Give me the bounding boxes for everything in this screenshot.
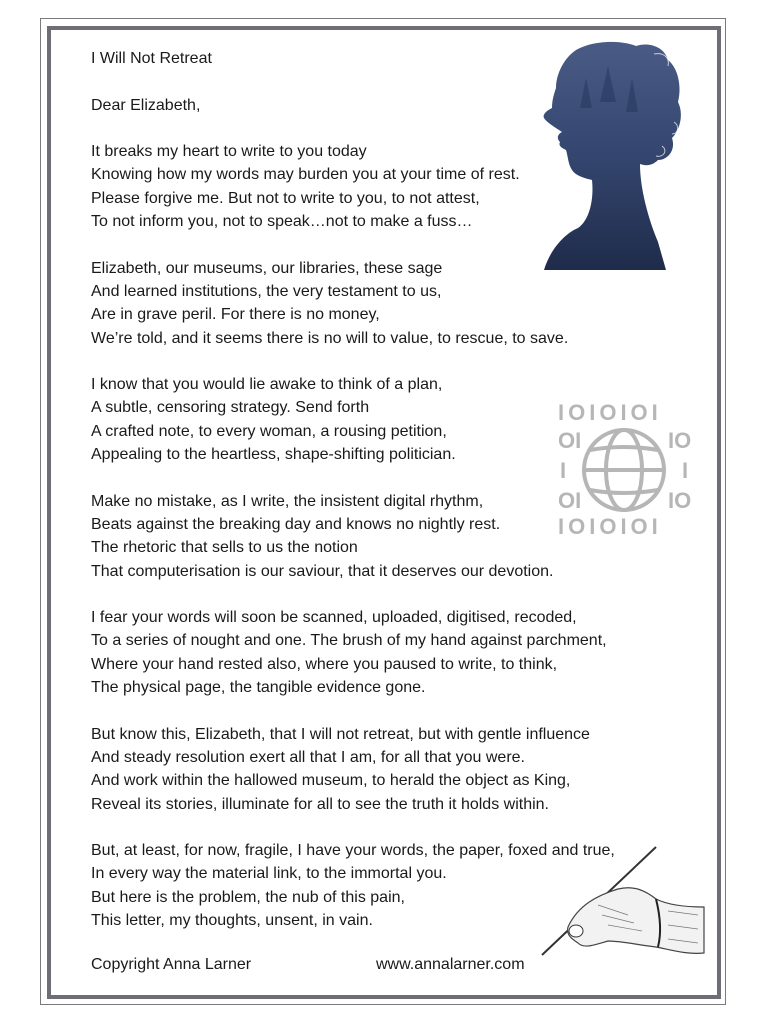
poem-line: A subtle, censoring strategy. Send forth	[91, 399, 370, 417]
poem-line: Where your hand rested also, where you paused to write, to think,	[91, 655, 558, 673]
poem-line: I know that you would lie awake to think of a plan,	[91, 376, 443, 394]
svg-text:I: I	[560, 458, 567, 483]
hand-with-pen-icon	[538, 845, 708, 960]
poem-line: We’re told, and it seems there is no will to value, to rescue, to save.	[91, 329, 569, 347]
poem-line: The physical page, the tangible evidence gone.	[91, 679, 426, 697]
poem-line: Elizabeth, our museums, our libraries, these sage	[91, 259, 443, 277]
poem-line: And learned institutions, the very testament to us,	[91, 282, 442, 300]
poem-line: And work within the hallowed museum, to herald the object as King,	[91, 772, 571, 790]
poem-line: Knowing how my words may burden you at your time of rest.	[91, 166, 520, 184]
poem-line: Reveal its stories, illuminate for all to see the truth it holds within.	[91, 795, 549, 813]
poem-line: It breaks my heart to write to you today	[91, 143, 367, 161]
salutation: Dear Elizabeth,	[91, 96, 201, 114]
svg-text:IOIOIOI: IOIOIOI	[558, 514, 662, 538]
website-link[interactable]: www.annalarner.com	[376, 956, 525, 973]
svg-text:I: I	[682, 458, 689, 483]
svg-text:IO: IO	[668, 488, 692, 513]
poem-line: In every way the material link, to the immortal you.	[91, 865, 447, 883]
poem-line: That computerisation is our saviour, that it deserves our devotion.	[91, 562, 554, 580]
poem-line: To a series of nought and one. The brush of my hand against parchment,	[91, 632, 607, 650]
poem-line: Make no mistake, as I write, the insistent digital rhythm,	[91, 492, 484, 510]
poem-line: And steady resolution exert all that I am, for all that you were.	[91, 748, 525, 766]
poem-title: I Will Not Retreat	[91, 50, 212, 67]
woman-silhouette-icon	[536, 38, 686, 270]
svg-text:IO: IO	[668, 428, 692, 453]
copyright-text: Copyright Anna Larner	[91, 956, 252, 973]
poem-line: I fear your words will soon be scanned, uploaded, digitised, recoded,	[91, 609, 577, 627]
poem-line: Beats against the breaking day and knows no nightly rest.	[91, 515, 501, 533]
svg-text:OI: OI	[558, 428, 582, 453]
poem-line: To not inform you, not to speak…not to make a fuss…	[91, 213, 473, 231]
poem-line: The rhetoric that sells to us the notion	[91, 539, 358, 557]
poem-line: This letter, my thoughts, unsent, in vain.	[91, 911, 373, 929]
binary-globe-icon	[556, 400, 692, 538]
poem-line: Please forgive me. But not to write to you, to not attest,	[91, 189, 480, 207]
svg-text:OI: OI	[558, 488, 582, 513]
svg-text:IOIOIOI: IOIOIOI	[558, 400, 662, 425]
poem-line: But know this, Elizabeth, that I will not retreat, but with gentle influence	[91, 725, 590, 743]
poem-line: Are in grave peril. For there is no money,	[91, 306, 380, 324]
poem-line: Appealing to the heartless, shape-shifting politician.	[91, 446, 456, 464]
poem-line: But, at least, for now, fragile, I have your words, the paper, foxed and true,	[91, 842, 615, 860]
poem-line: A crafted note, to every woman, a rousing petition,	[91, 422, 447, 440]
poem-line: But here is the problem, the nub of this pain,	[91, 888, 405, 906]
